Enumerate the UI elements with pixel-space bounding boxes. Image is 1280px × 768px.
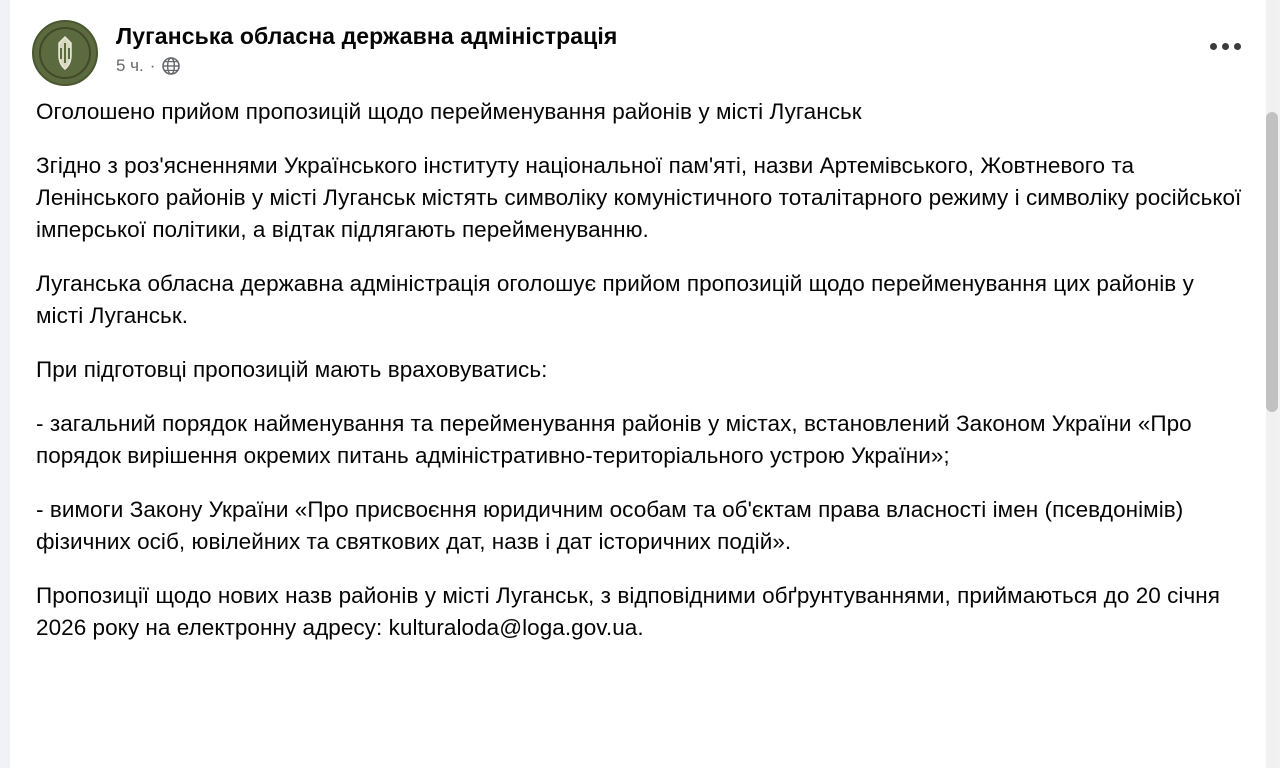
post-header [10, 0, 1272, 92]
post-paragraph: Пропозиції щодо нових назв районів у місті Луганськ, з відповідними обґрунтуваннями, приймаються до 20 січня 2026 року на електронну адресу: kulturaloda@loga.gov.ua. [36, 583, 1220, 640]
post-body [10, 92, 1272, 644]
globe-icon[interactable] [162, 57, 180, 75]
post-paragraph: При підготовці пропозицій мають враховуватись: [36, 357, 548, 382]
post-meta [116, 56, 617, 76]
post-author-name[interactable]: Луганська обласна державна адміністрація [116, 23, 618, 49]
scrollbar-thumb[interactable] [1266, 112, 1278, 412]
more-dot [1234, 43, 1241, 50]
post-paragraph: Оголошено прийом пропозицій щодо перейменування районів у місті Луганськ [36, 99, 862, 124]
avatar[interactable] [32, 20, 98, 86]
more-dot [1210, 43, 1217, 50]
post-paragraph: Згідно з роз'ясненнями Українського інституту національної пам'яті, назви Артемівського, Жовтневого та Ленінського районів у місті Луганськ містять символіку комуністичного тоталітарного режиму і символіку російської імперської політики, а відтак підлягають перейменуванню. [36, 153, 1242, 242]
post-timestamp[interactable]: 5 ч. [116, 56, 144, 75]
more-dot [1222, 43, 1229, 50]
post-paragraph: - вимоги Закону України «Про присвоєння юридичним особам та об'єктам права власності імен (псевдонімів) фізичних осіб, ювілейних та святкових дат, назв і дат історичних подій». [36, 497, 1184, 554]
post-paragraph: Луганська обласна державна адміністрація оголошує прийом пропозицій щодо перейменування цих районів у місті Луганськ. [36, 271, 1194, 328]
post-header-text [116, 18, 617, 76]
post-paragraph: - загальний порядок найменування та перейменування районів у містах, встановлений Законом України «Про порядок вирішення окремих питань адміністративно-територіального устрою України»; [36, 411, 1192, 468]
coat-of-arms-icon [39, 27, 91, 79]
meta-separator: · [149, 56, 156, 75]
more-options-icon[interactable] [1204, 32, 1246, 60]
facebook-post-card [10, 0, 1272, 768]
